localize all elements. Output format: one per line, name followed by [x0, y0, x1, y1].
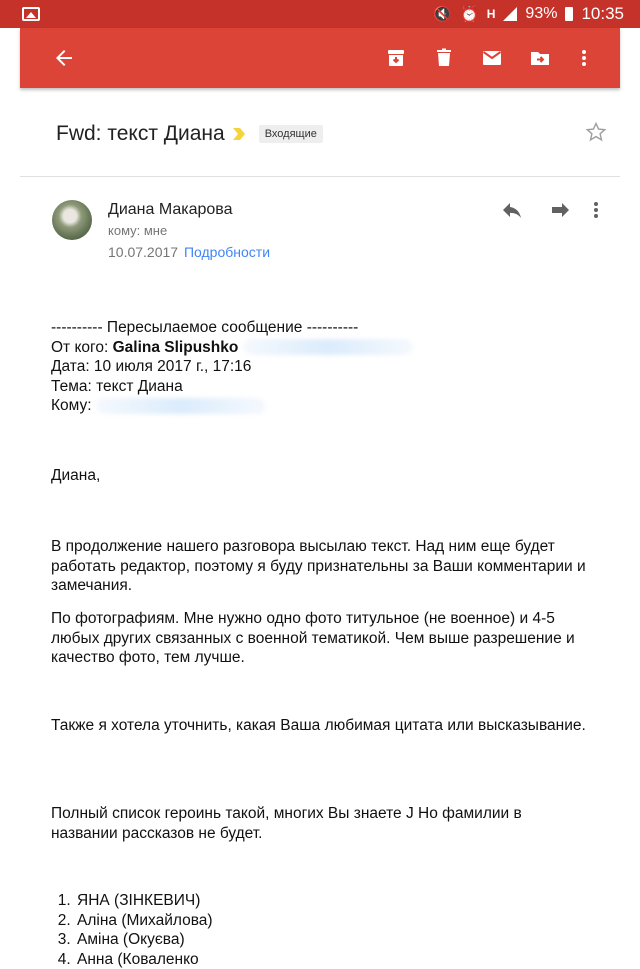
importance-marker-icon[interactable]	[231, 126, 247, 142]
from-name: Galina Slipushko	[113, 339, 239, 356]
clock: 10:35	[581, 4, 624, 24]
body-paragraph: Также я хотела уточнить, какая Ваша любимая цитата или высказывание.	[51, 716, 591, 736]
from-label: От кого:	[51, 339, 108, 356]
redacted-email	[243, 339, 413, 355]
subject-row	[56, 118, 323, 150]
list-item: 2. Аліна (Михайлова)	[75, 911, 615, 931]
battery-icon	[565, 7, 573, 21]
forward-icon[interactable]	[548, 198, 572, 222]
sender-name: Диана Макарова	[108, 201, 233, 219]
back-arrow-icon[interactable]	[48, 42, 80, 74]
message-more-icon[interactable]	[584, 198, 608, 222]
reply-icon[interactable]	[500, 198, 524, 222]
mail-icon[interactable]	[476, 42, 508, 74]
avatar[interactable]	[52, 200, 92, 240]
status-bar	[0, 0, 640, 28]
recipient-line: кому: мне	[108, 223, 167, 238]
star-icon[interactable]	[584, 120, 608, 144]
delete-icon[interactable]	[428, 42, 460, 74]
archive-icon[interactable]	[380, 42, 412, 74]
forwarded-from	[51, 338, 591, 358]
app-bar	[20, 28, 620, 88]
move-to-icon[interactable]	[524, 42, 556, 74]
forwarded-header	[51, 318, 591, 416]
forwarded-subject: Тема: текст Диана	[51, 377, 591, 397]
body-paragraph: В продолжение нашего разговора высылаю текст. Над ним еще будет работать редактор, поэтому я буду признательны за Ваши комментарии и замечания.	[51, 537, 591, 596]
email-subject: Fwd: текст Диана	[56, 122, 225, 146]
mute-icon: 🔇	[433, 7, 452, 22]
forwarded-separator: ---------- Пересылаемое сообщение ----------	[51, 318, 591, 338]
details-link[interactable]: Подробности	[184, 244, 270, 260]
more-vert-icon[interactable]	[568, 42, 600, 74]
inbox-label-chip[interactable]: Входящие	[259, 125, 323, 143]
signal-icon	[503, 7, 517, 21]
heroines-list	[51, 891, 615, 969]
to-label: Кому:	[51, 397, 92, 414]
date-line	[108, 244, 270, 260]
image-icon	[22, 7, 40, 21]
list-item: 1. ЯНА (ЗІНКЕВИЧ)	[75, 891, 615, 911]
h-signal-icon: H	[487, 8, 496, 20]
alarm-icon: ⏰	[460, 7, 479, 22]
greeting: Диана,	[51, 466, 591, 486]
forwarded-date: Дата: 10 июля 2017 г., 17:16	[51, 357, 591, 377]
body-paragraph: Полный список героинь такой, многих Вы знаете J Но фамилии в названии рассказов не будет.	[51, 804, 591, 843]
divider	[20, 176, 620, 177]
sent-date: 10.07.2017	[108, 244, 178, 260]
forwarded-to	[51, 396, 591, 416]
battery-percent: 93%	[525, 5, 557, 23]
list-item: 4. Анна (Коваленко	[75, 950, 615, 969]
body-paragraph: По фотографиям. Мне нужно одно фото титульное (не военное) и 4-5 любых других связанных с военной тематикой. Чем выше разрешение и качество фото, тем лучше.	[51, 609, 591, 668]
list-item: 3. Аміна (Окуєва)	[75, 930, 615, 950]
redacted-recipient	[96, 398, 266, 414]
